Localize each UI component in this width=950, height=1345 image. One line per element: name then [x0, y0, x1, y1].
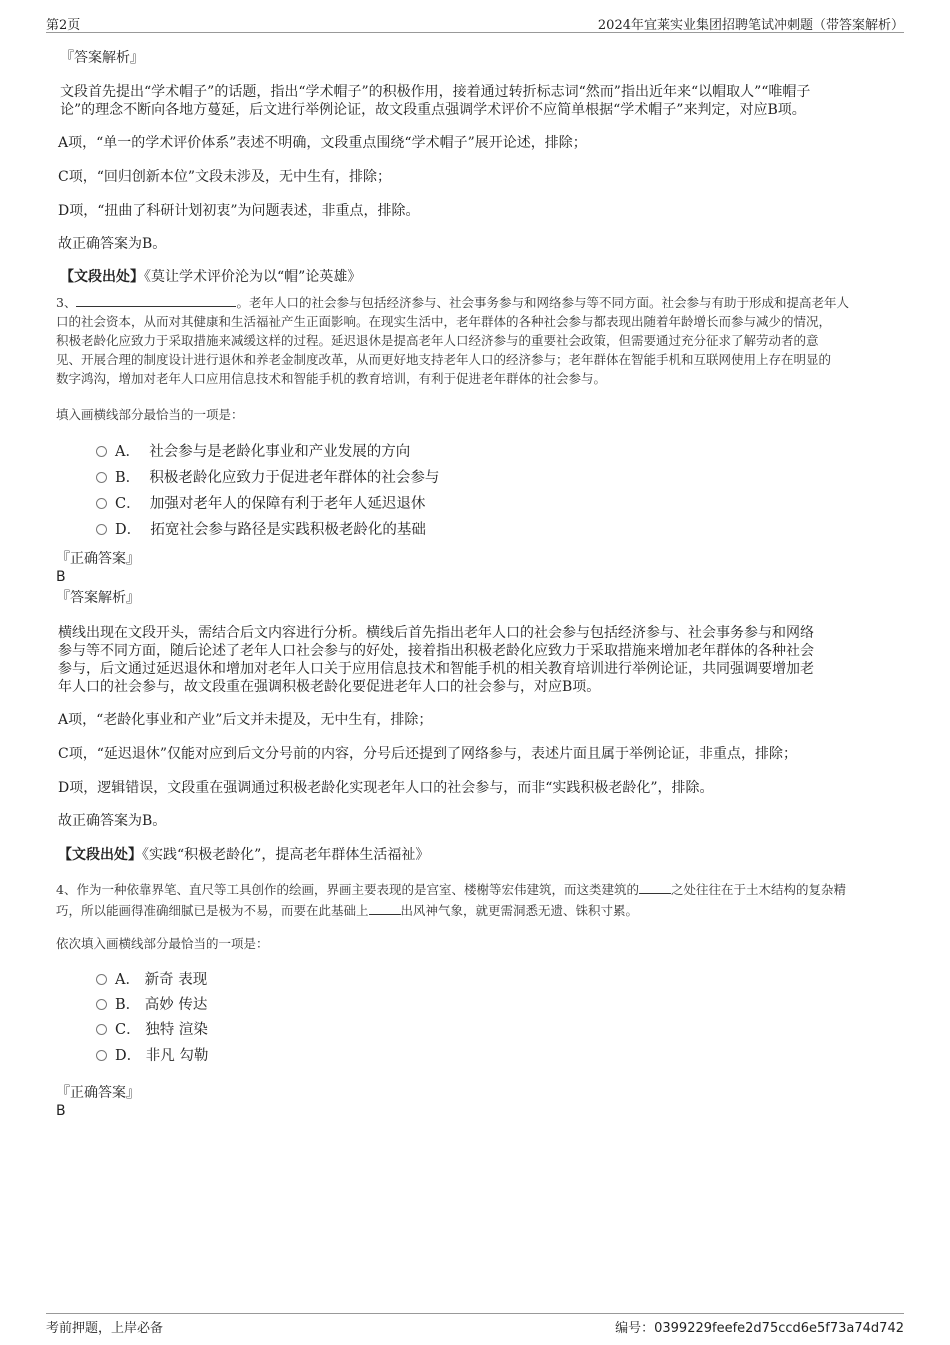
q3-reason-d: D项，逻辑错误，文段重在强调通过积极老龄化实现老年人口的社会参与，而非“实践积极老龄化”，排除。 — [58, 780, 714, 796]
footer-code: 编号：0399229feefe2d75ccd6e5f73a74d742 — [615, 1321, 904, 1336]
q4-blank-1 — [639, 881, 671, 894]
radio-icon[interactable] — [96, 498, 107, 509]
radio-icon[interactable] — [96, 446, 107, 457]
q2-source-title: 《莫让学术评价沦为以“帽”论英雄》 — [144, 269, 362, 285]
q3-prompt: 填入画横线部分最恰当的一项是： — [56, 407, 244, 422]
q4-option-b[interactable]: B． 高妙 传达 — [96, 996, 207, 1014]
q3-passage-line-2: 口的社会资本，从而对其健康和生活福祉产生正面影响。在现实生活中，老年群体的各种社会参与都表现出随着年龄增长而参与减少的情况， — [56, 314, 832, 329]
q3-analysis-line-2: 参与等不同方面，随后论述了老年人口社会参与的好处，接着指出积极老龄化应致力于采取措施来增加老年群体的各种社会 — [58, 643, 814, 659]
q3-passage-tail: 。老年人口的社会参与包括经济参与、社会事务参与和网络参与等不同方面。社会参与有助于形成和提高老年人 — [236, 295, 849, 310]
q4-answer-heading: 『正确答案』 — [56, 1085, 140, 1101]
q4-option-c[interactable]: C． 独特 渲染 — [96, 1021, 208, 1039]
q3-option-b[interactable]: B． 积极老龄化应致力于促进老年群体的社会参与 — [96, 469, 439, 487]
q3-analysis-heading: 『答案解析』 — [56, 590, 140, 606]
footer-slogan: 考前押题，上岸必备 — [46, 1321, 164, 1336]
radio-icon[interactable] — [96, 1024, 107, 1035]
q3-reason-a: A项，“老龄化事业和产业”后文并未提及，无中生有，排除； — [58, 712, 433, 728]
radio-icon[interactable] — [96, 974, 107, 985]
q4-blank-2 — [369, 902, 401, 915]
q3-blank — [76, 294, 236, 307]
q3-number: 3、 — [56, 295, 77, 310]
q3-analysis-line-1: 横线出现在文段开头，需结合后文内容进行分析。横线后首先指出老年人口的社会参与包括经济参与、社会事务参与和网络 — [58, 625, 814, 641]
q2-source-label: 【文段出处】 — [60, 269, 144, 285]
q3-analysis-line-4: 年人口的社会参与，故文段重在强调积极老龄化要促进老年人口的社会参与，对应B项。 — [58, 679, 601, 695]
q2-analysis-line-2: 论”的理念不断向各地方蔓延，后文进行举例论证，故文段重点强调学术评价不应简单根据“学术帽子”来判定，对应B项。 — [60, 102, 806, 118]
q3-source — [58, 846, 429, 864]
q3-option-d[interactable]: D． 拓宽社会参与路径是实践积极老龄化的基础 — [96, 521, 426, 539]
q4-prompt: 依次填入画横线部分最恰当的一项是： — [56, 936, 269, 951]
q3-answer-heading: 『正确答案』 — [56, 551, 140, 567]
page-number: 第2页 — [46, 18, 81, 33]
q2-analysis-line-1: 文段首先提出“学术帽子”的话题，指出“学术帽子”的积极作用，接着通过转折标志词“然而”指出近年来“以帽取人”“唯帽子 — [60, 84, 811, 100]
q2-reason-a: A项，“单一的学术评价体系”表述不明确，文段重点围绕“学术帽子”展开论述，排除； — [58, 135, 587, 151]
q4-option-a[interactable]: A． 新奇 表现 — [96, 971, 207, 989]
document-title: 2024年宜莱实业集团招聘笔试冲刺题（带答案解析） — [597, 18, 904, 33]
q3-option-a[interactable]: A． 社会参与是老龄化事业和产业发展的方向 — [96, 443, 410, 461]
page-footer — [46, 1313, 904, 1334]
q3-source-title: 《实践“积极老龄化”，提高老年群体生活福祉》 — [142, 847, 430, 863]
q3-source-label: 【文段出处】 — [58, 847, 142, 863]
q2-analysis-heading: 『答案解析』 — [60, 50, 144, 66]
radio-icon[interactable] — [96, 999, 107, 1010]
q2-reason-c: C项，“回归创新本位”文段未涉及，无中生有，排除； — [58, 169, 392, 185]
q3-reason-c: C项，“延迟退休”仅能对应到后文分号前的内容，分号后还提到了网络参与，表述片面且属于举例论证，非重点，排除； — [58, 746, 798, 762]
q3-analysis-line-3: 参与，后文通过延迟退休和增加对老年人口关于应用信息技术和智能手机的相关教育培训进行举例论证，共同强调要增加老 — [58, 661, 814, 677]
q3-option-c[interactable]: C． 加强对老年人的保障有利于老年人延迟退休 — [96, 495, 425, 513]
q4-answer: B — [56, 1103, 66, 1119]
q4-option-d[interactable]: D． 非凡 勾勒 — [96, 1047, 208, 1065]
q2-reason-d: D项，“扭曲了科研计划初衷”为问题表述，非重点，排除。 — [58, 203, 420, 219]
q4-stem-line-1: 4、作为一种依靠界笔、直尺等工具创作的绘画，界画主要表现的是宫室、楼榭等宏伟建筑，而这类建筑的 之处往往在于土木结构的复杂精 — [56, 882, 846, 897]
q3-passage-line-4: 见、开展合理的制度设计进行退休和养老金制度改革，从而更好地支持老年人口的经济参与；老年群体在智能手机和互联网使用上存在明显的 — [56, 352, 832, 367]
radio-icon[interactable] — [96, 524, 107, 535]
q3-passage-line-3: 积极老龄化应致力于采取措施来减缓这样的过程。延迟退休是提高老年人口经济参与的重要社会政策，但需要通过充分征求了解劳动者的意 — [56, 333, 819, 348]
q2-conclusion: 故正确答案为B。 — [58, 236, 167, 252]
q3-conclusion: 故正确答案为B。 — [58, 813, 167, 829]
page-header — [46, 14, 904, 33]
q3-answer: B — [56, 569, 66, 585]
radio-icon[interactable] — [96, 1050, 107, 1061]
q3-passage-line-5: 数字鸿沟，增加对老年人口应用信息技术和智能手机的教育培训，有利于促进老年群体的社会参与。 — [56, 371, 607, 386]
q3-passage-first-line — [56, 293, 849, 312]
q4-stem-line-2: 巧，所以能画得准确细腻已是极为不易，而要在此基础上 出风神气象，就更需洞悉无遗、铢积寸累。 — [56, 903, 639, 918]
q2-source — [60, 268, 361, 286]
radio-icon[interactable] — [96, 472, 107, 483]
